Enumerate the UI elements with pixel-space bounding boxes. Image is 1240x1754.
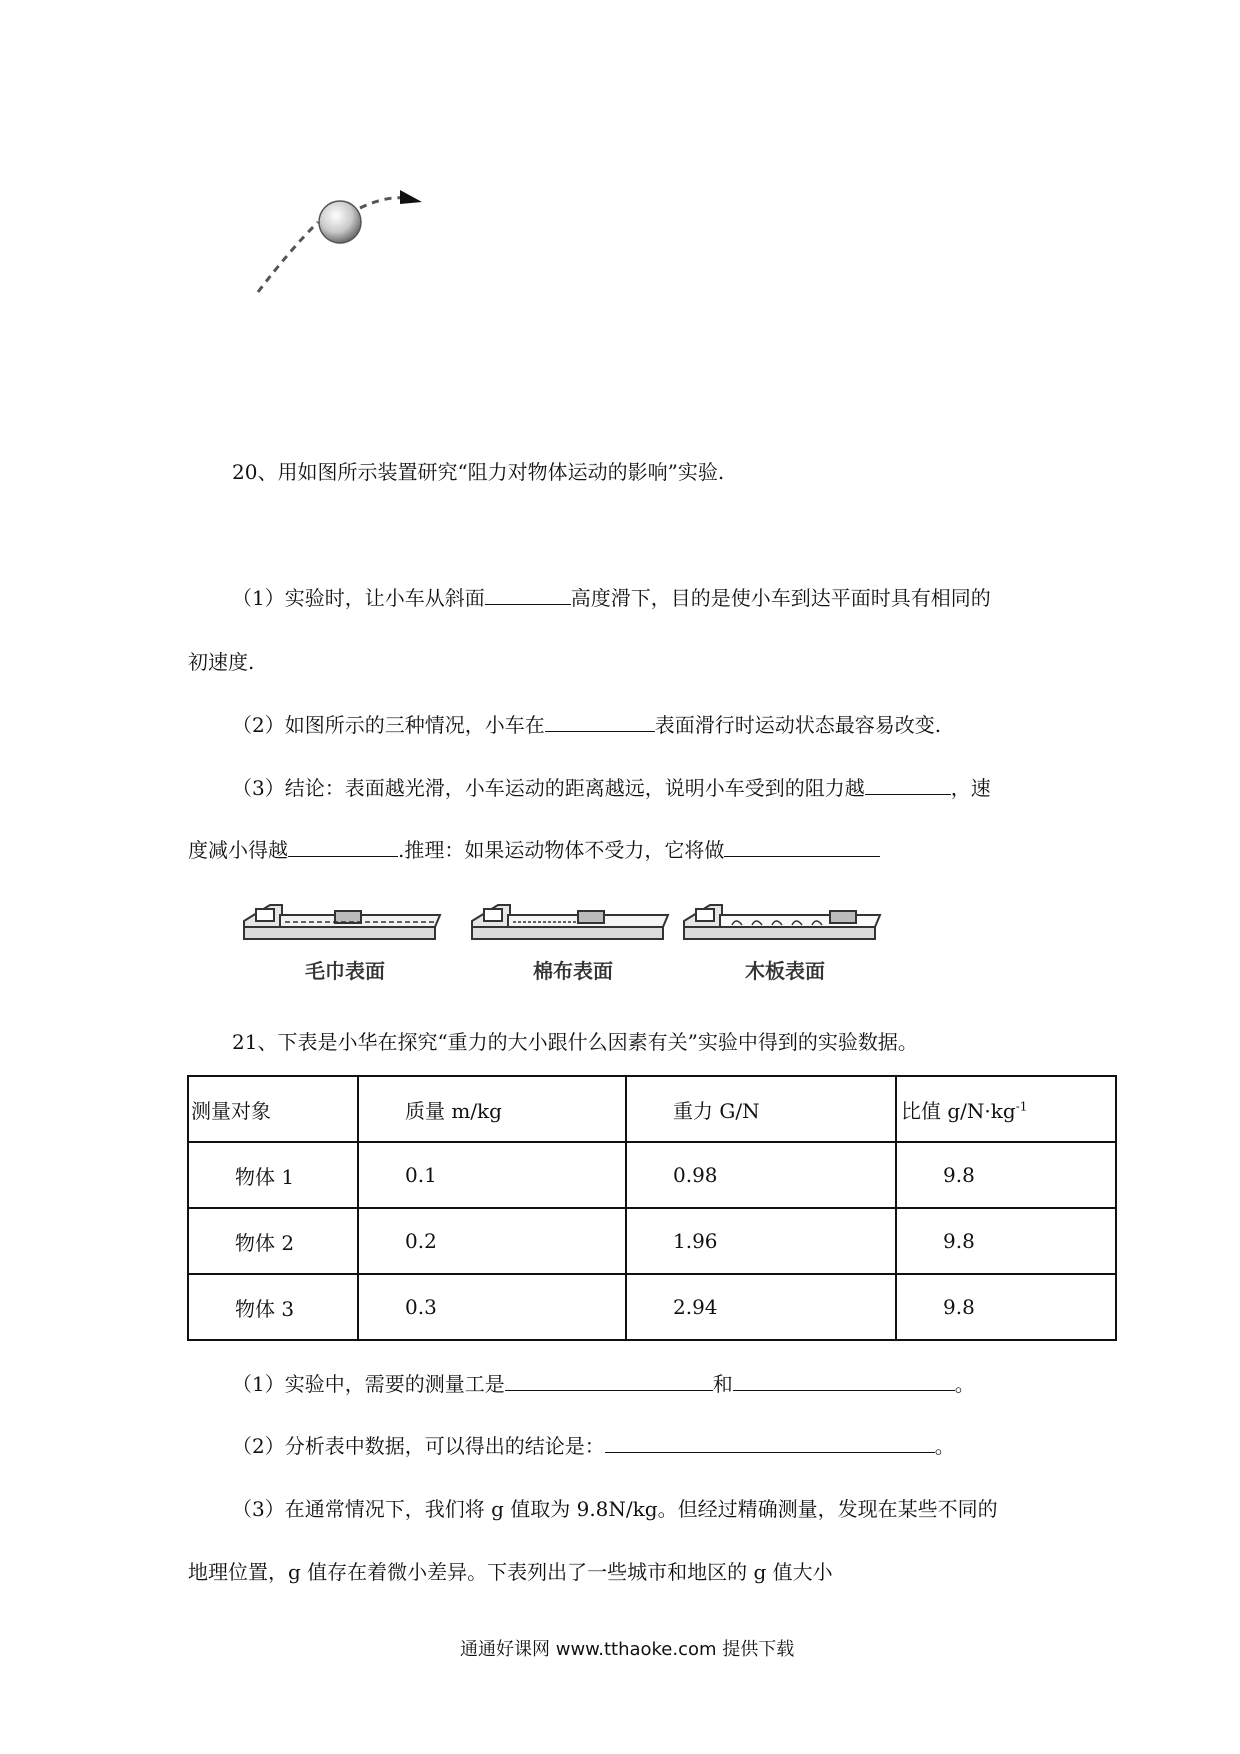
table-cell: 物体 2 — [188, 1208, 358, 1274]
answer-blank-conclusion[interactable] — [605, 1434, 935, 1453]
ramp-towel-drawing — [240, 895, 450, 953]
q20-part2 — [232, 713, 941, 737]
table-cell: 1.96 — [626, 1208, 896, 1274]
page-footer: 通通好课网 www.tthaoke.com 提供下载 — [460, 1639, 795, 1660]
table-header-cell: 测量对象 — [188, 1076, 358, 1142]
ratio-header-text: 比值 g/N·kg — [901, 1098, 1016, 1123]
trajectory-path — [258, 222, 318, 292]
q20-p3-text-b: ，速 — [950, 776, 991, 800]
q21-title: 21、下表是小华在探究“重力的大小跟什么因素有关”实验中得到的实验数据。 — [232, 1030, 918, 1054]
q21-p1-text-c: 。 — [954, 1372, 975, 1396]
table-cell: 0.2 — [358, 1208, 626, 1274]
q20-p1-text-b: 高度滑下，目的是使小车到达平面时具有相同的 — [570, 586, 991, 610]
q21-part2 — [232, 1434, 955, 1458]
answer-blank-height[interactable] — [485, 586, 571, 605]
answer-blank-tool2[interactable] — [733, 1372, 955, 1391]
q20-part3-line1 — [232, 776, 991, 800]
surface-label-cotton: 棉布表面 — [533, 959, 613, 983]
surface-towel — [240, 895, 450, 985]
q20-part1-line2: 初速度. — [188, 650, 255, 674]
surface-wood — [680, 895, 890, 985]
surface-cotton — [468, 895, 678, 985]
table-cell: 9.8 — [896, 1142, 1116, 1208]
table-cell: 物体 1 — [188, 1142, 358, 1208]
surface-label-towel: 毛巾表面 — [305, 959, 385, 983]
ball — [319, 201, 361, 243]
table-header-row — [188, 1076, 1116, 1142]
q21-p1-text-b: 和 — [712, 1372, 733, 1396]
q20-p3-text-a: （3）结论：表面越光滑，小车运动的距离越远，说明小车受到的阻力越 — [232, 776, 865, 800]
q21-p2-text-b: 。 — [934, 1434, 955, 1458]
answer-blank-tool1[interactable] — [505, 1372, 713, 1391]
table-row — [188, 1208, 1116, 1274]
q21-part3-line2: 地理位置，g 值存在着微小差异。下表列出了一些城市和地区的 g 值大小 — [188, 1560, 833, 1584]
table-header-cell: 质量 m/kg — [358, 1076, 626, 1142]
table-cell: 物体 3 — [188, 1274, 358, 1340]
table-cell: 9.8 — [896, 1208, 1116, 1274]
table-cell: 0.98 — [626, 1142, 896, 1208]
surfaces-figure — [240, 895, 940, 985]
q20-p3-text-d: .推理：如果运动物体不受力，它将做 — [398, 838, 725, 862]
table-header-cell: 重力 G/N — [626, 1076, 896, 1142]
answer-blank-inference[interactable] — [724, 838, 880, 857]
ramp-cotton-drawing — [468, 895, 678, 953]
q20-p3-text-c: 度减小得越 — [188, 838, 288, 862]
q20-p2-text-b: 表面滑行时运动状态最容易改变. — [654, 713, 942, 737]
table-cell: 9.8 — [896, 1274, 1116, 1340]
table-cell: 2.94 — [626, 1274, 896, 1340]
answer-blank-speed[interactable] — [288, 838, 398, 857]
answer-blank-resistance[interactable] — [865, 776, 951, 795]
answer-blank-surface[interactable] — [545, 713, 655, 732]
trajectory-path-after — [360, 198, 405, 208]
q20-p2-text-a: （2）如图所示的三种情况，小车在 — [232, 713, 545, 737]
q20-part1-line1 — [232, 586, 991, 610]
ramp-wood-drawing — [680, 895, 890, 953]
arrow-head — [400, 190, 422, 204]
q21-part3-line1: （3）在通常情况下，我们将 g 值取为 9.8N/kg。但经过精确测量，发现在某些不同的 — [232, 1497, 998, 1521]
surface-label-wood: 木板表面 — [745, 959, 825, 983]
q20-part3-line2 — [188, 838, 880, 862]
table-cell: 0.1 — [358, 1142, 626, 1208]
table-row — [188, 1274, 1116, 1340]
ratio-header-exponent: -1 — [1015, 1098, 1028, 1113]
table-cell: 0.3 — [358, 1274, 626, 1340]
q21-p1-text-a: （1）实验中，需要的测量工是 — [232, 1372, 505, 1396]
gravity-data-table — [187, 1075, 1117, 1341]
table-header-cell — [896, 1076, 1116, 1142]
q20-p1-text-a: （1）实验时，让小车从斜面 — [232, 586, 485, 610]
q21-part1 — [232, 1372, 975, 1396]
q20-title: 20、用如图所示装置研究“阻力对物体运动的影响”实验. — [232, 460, 725, 484]
ball-trajectory-figure — [250, 160, 480, 310]
table-row — [188, 1142, 1116, 1208]
q21-p2-text-a: （2）分析表中数据，可以得出的结论是： — [232, 1434, 605, 1458]
